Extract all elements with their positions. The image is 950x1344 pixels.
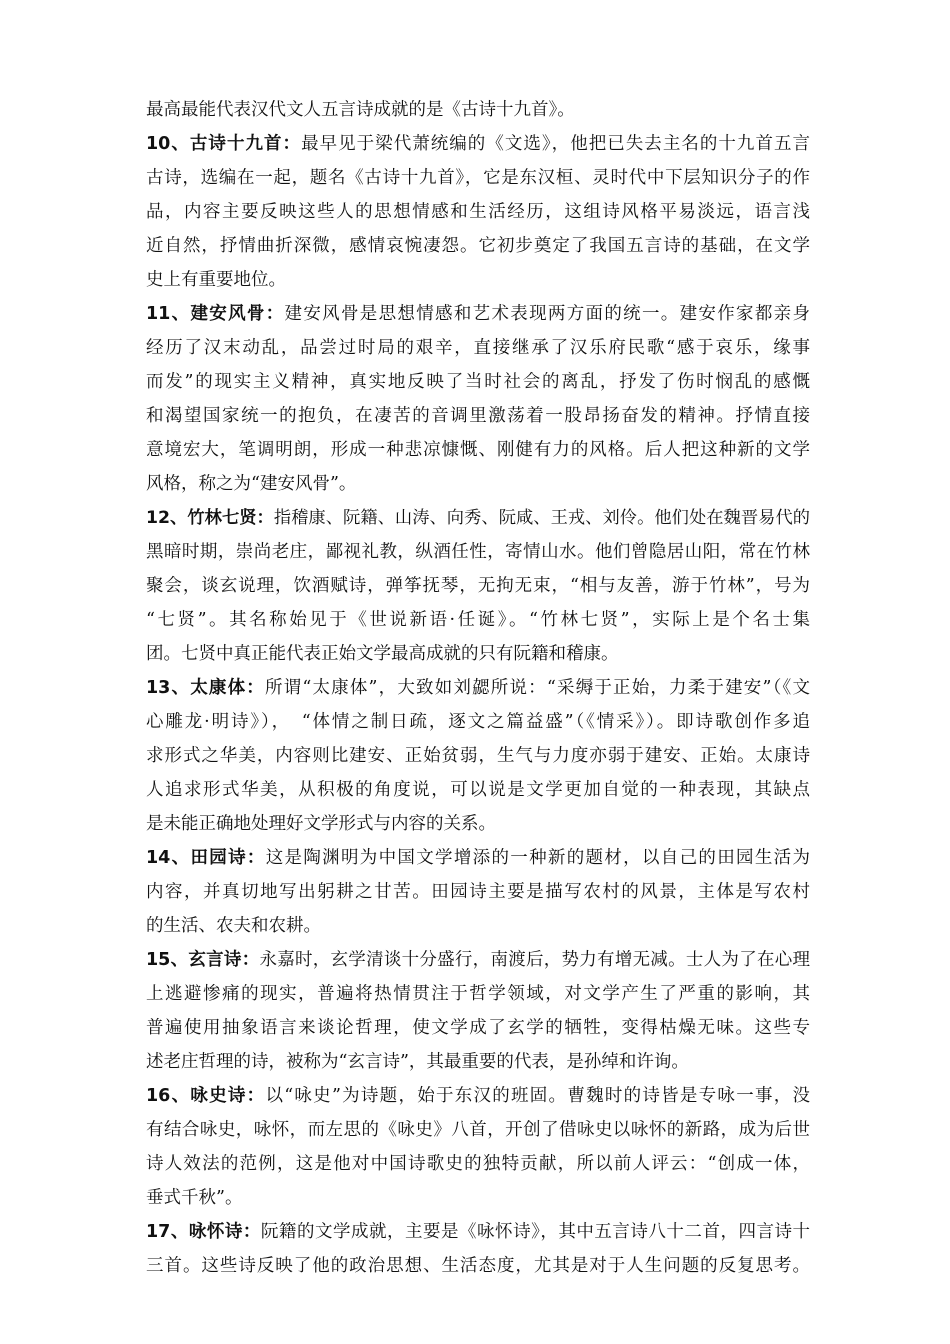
term-heading: 13、太康体：: [146, 678, 265, 698]
text-line: [146, 1045, 810, 1079]
text-line: [146, 433, 810, 467]
line-text: 品，内容主要反映这些人的思想情感和生活经历，这组诗风格平易淡远，语言浅: [146, 202, 810, 222]
document-page: [146, 93, 810, 1283]
line-text: 普遍使用抽象语言来谈论哲理，使文学成了玄学的牺牲，变得枯燥无味。这些专: [146, 1018, 810, 1038]
text-line: [146, 297, 810, 331]
text-line: [146, 807, 810, 841]
term-heading: 17、咏怀诗：: [146, 1222, 261, 1242]
term-heading: 10、古诗十九首：: [146, 134, 302, 154]
line-text: 是未能正确地处理好文学形式与内容的关系。: [146, 814, 496, 834]
text-line: [146, 943, 810, 977]
text-line: [146, 161, 810, 195]
line-text: 所谓“太康体”，大致如刘勰所说：“采缛于正始，力柔于建安”（《文: [264, 678, 810, 698]
term-heading: 15、玄言诗：: [146, 950, 260, 970]
text-line: [146, 977, 810, 1011]
line-text: 团。七贤中真正能代表正始文学最高成就的只有阮籍和稽康。: [146, 644, 619, 664]
line-text: 心雕龙·明诗》）， “体情之制日疏，逐文之篇益盛”（《情采》）。即诗歌创作多追: [146, 712, 810, 732]
text-line: [146, 1181, 810, 1215]
line-text: “七贤”。其名称始见于《世说新语·任诞》。“竹林七贤”，实际上是个名士集: [146, 610, 810, 630]
line-text: 聚会，谈玄说理，饮酒赋诗，弹筝抚琴，无拘无束，“相与友善，游于竹林”，号为: [146, 576, 810, 596]
line-text: 三首。这些诗反映了他的政治思想、生活态度，尤其是对于人生问题的反复思考。: [146, 1256, 810, 1276]
text-line: [146, 569, 810, 603]
text-line: [146, 671, 810, 705]
line-text: 述老庄哲理的诗，被称为“玄言诗”，其最重要的代表，是孙绰和许询。: [146, 1052, 689, 1072]
text-line: [146, 841, 810, 875]
line-text: 这是陶渊明为中国文学增添的一种新的题材，以自己的田园生活为: [265, 848, 810, 868]
line-text: 建安风骨是思想情感和艺术表现两方面的统一。建安作家都亲身: [284, 304, 810, 324]
line-text: 最高最能代表汉代文人五言诗成就的是《古诗十九首》。: [146, 100, 575, 120]
term-heading: 16、咏史诗：: [146, 1086, 266, 1106]
line-text: 求形式之华美，内容则比建安、正始贫弱，生气与力度亦弱于建安、正始。太康诗: [146, 746, 810, 766]
term-heading: 12、竹林七贤：: [146, 508, 274, 528]
line-text: 近自然，抒情曲折深微，感情哀惋凄怨。它初步奠定了我国五言诗的基础，在文学: [146, 236, 810, 256]
text-line: [146, 637, 810, 671]
line-text: 意境宏大，笔调明朗，形成一种悲凉慷慨、刚健有力的风格。后人把这种新的文学: [146, 440, 810, 460]
line-text: 和渴望国家统一的抱负，在凄苦的音调里激荡着一股昂扬奋发的精神。抒情直接: [146, 406, 810, 426]
text-line: [146, 773, 810, 807]
line-text: 古诗，选编在一起，题名《古诗十九首》，它是东汉桓、灵时代中下层知识分子的作: [146, 168, 810, 188]
text-line: [146, 501, 810, 535]
text-line: [146, 739, 810, 773]
text-line: [146, 535, 810, 569]
term-heading: 14、田园诗：: [146, 848, 266, 868]
text-line: [146, 399, 810, 433]
line-text: 以“咏史”为诗题，始于东汉的班固。曹魏时的诗皆是专咏一事，没: [265, 1086, 810, 1106]
text-line: [146, 705, 810, 739]
text-line: [146, 1011, 810, 1045]
text-line: [146, 365, 810, 399]
line-text: 有结合咏史，咏怀，而左思的《咏史》八首，开创了借咏史以咏怀的新路，成为后世: [146, 1120, 810, 1140]
text-line: [146, 1249, 810, 1283]
text-line: [146, 229, 810, 263]
text-line: [146, 195, 810, 229]
line-text: 上逃避惨痛的现实，普遍将热情贯注于哲学领域，对文学产生了严重的影响，其: [146, 984, 810, 1004]
line-text: 诗人效法的范例，这是他对中国诗歌史的独特贡献，所以前人评云：“创成一体，: [146, 1154, 810, 1174]
text-line: [146, 909, 810, 943]
text-line: [146, 127, 810, 161]
text-line: [146, 93, 810, 127]
text-line: [146, 603, 810, 637]
line-text: 阮籍的文学成就，主要是《咏怀诗》，其中五言诗八十二首，四言诗十: [260, 1222, 810, 1242]
text-line: [146, 1215, 810, 1249]
line-text: 经历了汉末动乱，品尝过时局的艰辛，直接继承了汉乐府民歌“感于哀乐，缘事: [146, 338, 810, 358]
text-line: [146, 1147, 810, 1181]
text-line: [146, 331, 810, 365]
text-line: [146, 263, 810, 297]
text-line: [146, 467, 810, 501]
text-line: [146, 1113, 810, 1147]
line-text: 人追求形式华美，从积极的角度说，可以说是文学更加自觉的一种表现，其缺点: [146, 780, 810, 800]
line-text: 风格，称之为“建安风骨”。: [146, 474, 357, 494]
line-text: 指稽康、阮籍、山涛、向秀、阮咸、王戎、刘伶。他们处在魏晋易代的: [273, 508, 810, 528]
line-text: 垂式千秋”。: [146, 1188, 243, 1208]
line-text: 最早见于梁代萧统编的《文选》，他把已失去主名的十九首五言: [301, 134, 810, 154]
line-text: 永嘉时，玄学清谈十分盛行，南渡后，势力有增无减。士人为了在心理: [259, 950, 811, 970]
line-text: 内容，并真切地写出躬耕之甘苦。田园诗主要是描写农村的风景，主体是写农村: [146, 882, 810, 902]
line-text: 史上有重要地位。: [146, 270, 286, 290]
text-line: [146, 1079, 810, 1113]
line-text: 而发”的现实主义精神，真实地反映了当时社会的离乱，抒发了伤时悯乱的感慨: [146, 372, 810, 392]
term-heading: 11、建安风骨：: [146, 304, 285, 324]
text-line: [146, 875, 810, 909]
line-text: 的生活、农夫和农耕。: [146, 916, 321, 936]
line-text: 黑暗时期，崇尚老庄，鄙视礼教，纵酒任性，寄情山水。他们曾隐居山阳，常在竹林: [146, 542, 810, 562]
